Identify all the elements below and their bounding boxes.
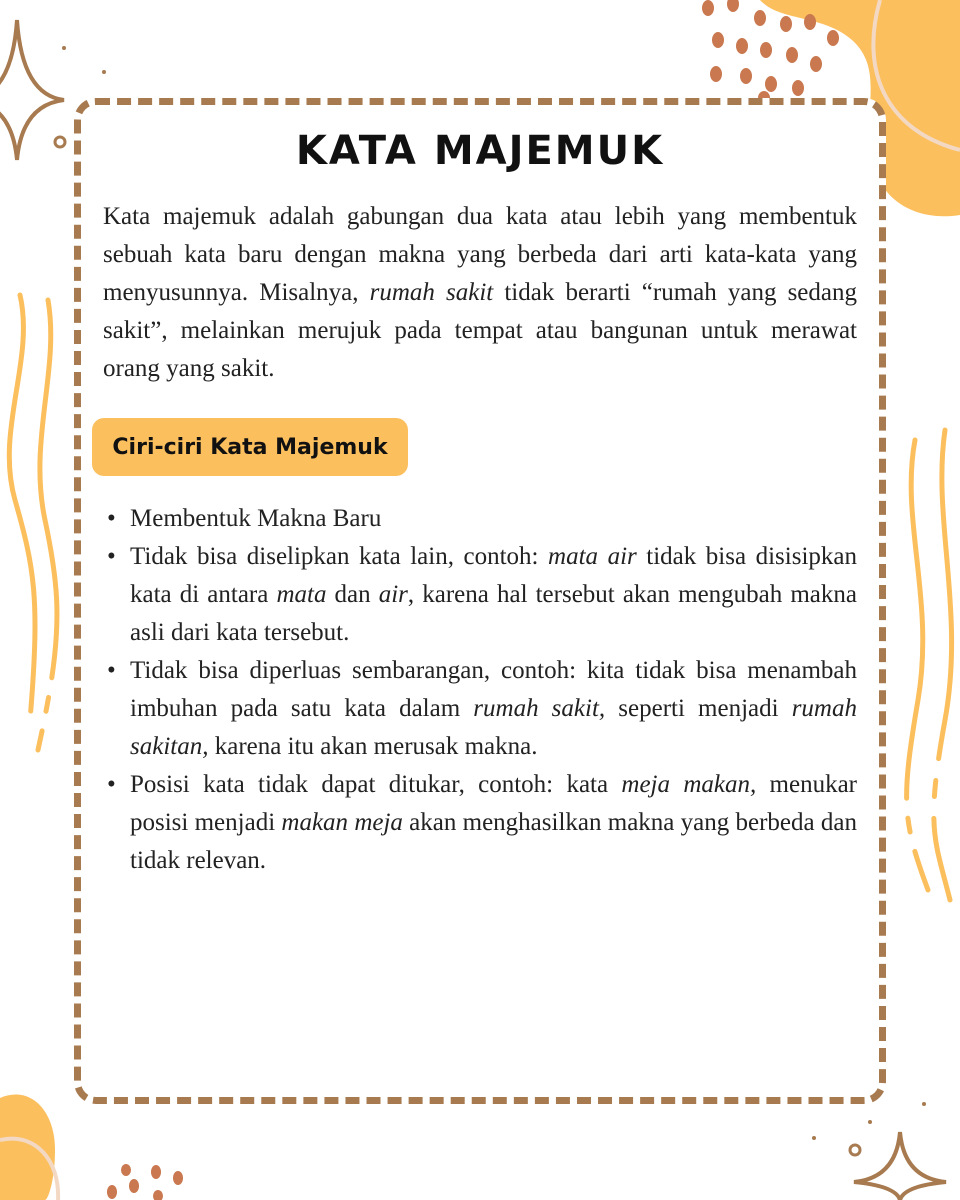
- list-item: • Posisi kata tidak dapat ditukar, contoh: kata meja makan, menukar posisi menjadi makan meja akan menghasilkan makna yang berbeda dan tidak relevan.: [103, 766, 857, 880]
- dot-pattern-bottom-left: [107, 1164, 183, 1200]
- bullet-icon: •: [107, 505, 116, 532]
- section-heading-badge: Ciri-ciri Kata Majemuk: [92, 418, 408, 476]
- bullet-icon: •: [107, 543, 116, 570]
- bullet-icon: •: [107, 771, 116, 798]
- bullet-icon: •: [107, 657, 116, 684]
- page-title: KATA MAJEMUK: [295, 128, 665, 174]
- list-item: • Tidak bisa diselipkan kata lain, contoh: mata air tidak bisa disisipkan kata di antara mata dan air, karena hal tersebut akan mengubah makna asli dari kata tersebut.: [103, 538, 857, 652]
- wavy-line-right: [934, 430, 952, 900]
- intro-paragraph: Kata majemuk adalah gabungan dua kata atau lebih yang membentuk sebuah kata baru dengan makna yang berbeda dari arti kata-kata yang menyusunnya. Misalnya, rumah sakit tidak berarti “rumah yang sedang sakit”, melainkan merujuk pada tempat atau bangunan untuk merawat orang yang sakit.: [103, 203, 857, 382]
- characteristics-list: [103, 500, 857, 880]
- wavy-line-right: [907, 440, 928, 890]
- list-item: • Tidak bisa diperluas sembarangan, contoh: kita tidak bisa menambah imbuhan pada satu kata dalam rumah sakit, seperti menjadi rumah sakitan, karena itu akan merusak makna.: [103, 652, 857, 766]
- sparkle-star-bottom-right: [854, 1132, 946, 1200]
- wavy-line-left: [9, 295, 35, 720]
- small-circle: [850, 1145, 860, 1155]
- orange-blob-bottom-left: [0, 1095, 55, 1200]
- wavy-line-left: [38, 300, 57, 750]
- list-item: • Membentuk Makna Baru: [103, 500, 857, 538]
